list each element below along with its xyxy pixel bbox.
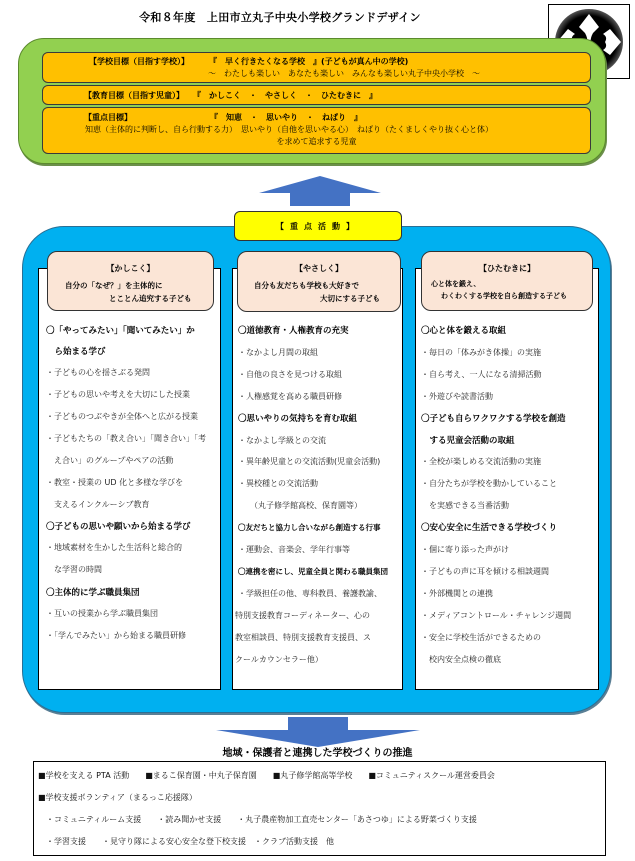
list-item: ・なかよし学級との交流 bbox=[238, 436, 326, 445]
up-arrow-icon bbox=[259, 176, 381, 206]
list-item: 〇友だちと協力し合いながら創造する行事 bbox=[238, 523, 381, 532]
list-item: 〇子どもの思いや願いから始まる学び bbox=[46, 522, 191, 532]
list-item: ・外遊びや読書活動 bbox=[421, 392, 493, 401]
community-line: ■学校支援ボランティア（まるっこ応援隊） bbox=[38, 793, 197, 802]
list-item: ・自分たちが学校を動かしていること bbox=[421, 479, 557, 488]
list-item: 校内安全点検の徹底 bbox=[421, 655, 501, 664]
list-item: ・子どもの思いや考えを大切にした授業 bbox=[46, 390, 190, 399]
list-item: 〇心と体を鍛える取組 bbox=[421, 326, 507, 336]
list-item: （丸子修学館高校、保育園等） bbox=[238, 501, 362, 510]
community-title: 地域・保護者と連携した学校づくりの推進 bbox=[222, 748, 413, 759]
list-item: ・全校が楽しめる交流活動の実施 bbox=[421, 457, 541, 466]
education-goal-box bbox=[42, 85, 591, 105]
column-subtitle: 自分の「なぜ？」を主体的に bbox=[65, 281, 163, 290]
column-subtitle: 大切にする子ども bbox=[320, 294, 380, 303]
column-subtitle: わくわくする学校を自ら創造する子ども bbox=[441, 292, 567, 300]
priority-goal-main: 『 知恵 ・ 思いやり ・ ねばり 』 bbox=[210, 113, 362, 122]
list-item: ・毎日の「体みがき体操」の実施 bbox=[421, 348, 541, 357]
list-item: を実感できる当番活動 bbox=[421, 501, 509, 510]
list-item: ・自他の良さを見つける取組 bbox=[238, 370, 342, 379]
page-title: 令和８年度 上田市立丸子中央小学校グランドデザイン bbox=[139, 11, 421, 24]
column-subtitle: 心と体を鍛え、 bbox=[431, 280, 481, 288]
list-item: 〇主体的に学ぶ職員集団 bbox=[46, 588, 140, 598]
column-title: 【やさしく】 bbox=[295, 264, 343, 273]
list-item: ・安全に学校生活ができるための bbox=[421, 633, 541, 642]
list-item: ・異年齢児童との交流活動(児童会活動) bbox=[238, 457, 381, 466]
list-item: ・運動会、音楽会、学年行事等 bbox=[238, 545, 350, 554]
list-item: ・外部機関との連携 bbox=[421, 589, 493, 598]
column-header-yasashiku bbox=[237, 251, 401, 312]
list-item: 〇道徳教育・人権教育の充実 bbox=[238, 326, 349, 336]
list-item: 〇安心安全に生活できる学校づくり bbox=[421, 523, 558, 533]
column-hitamukini bbox=[415, 268, 599, 690]
list-item: する児童会活動の取組 bbox=[421, 436, 515, 446]
list-item: ・子どもの心を揺さぶる発問 bbox=[46, 368, 150, 377]
down-arrow-icon bbox=[216, 717, 420, 747]
list-item: ・子どもたちの「教え合い」「聞き合い」「考 bbox=[46, 434, 206, 443]
list-item: 〇思いやりの気持ちを育む取組 bbox=[238, 414, 358, 424]
list-item: ・個に寄り添った声がけ bbox=[421, 545, 509, 554]
list-item: ・地域素材を生かした生活科と総合的 bbox=[46, 543, 182, 552]
list-item: 〇連携を密にし、児童全員と関わる職員集団 bbox=[238, 567, 388, 576]
column-yasashiku bbox=[232, 268, 403, 690]
list-item: 教室相談員、特別支援教育支援員、ス bbox=[235, 633, 371, 642]
list-item: ・「学んでみたい」から始まる職員研修 bbox=[46, 631, 186, 640]
column-header-hitamukini bbox=[421, 251, 593, 311]
list-item: ・教室・授業の UD 化と多様な学びを bbox=[46, 478, 184, 487]
priority-goal-detail: 知恵（主体的に判断し、自ら行動する力） 思いやり（自他を思いやる心） ねばり（たくましくやり抜く心と体） bbox=[85, 125, 493, 134]
list-item: え合い」のグループやペアの活動 bbox=[46, 456, 174, 465]
list-item: な学習の時間 bbox=[46, 565, 102, 574]
list-item: 特別支援教育コーディネーター、心の bbox=[235, 611, 371, 620]
list-item: ・互いの授業から学ぶ職員集団 bbox=[46, 609, 158, 618]
column-kashikoku bbox=[38, 268, 221, 690]
list-item: ・子どものつぶやきが全体へと広がる授業 bbox=[46, 412, 198, 421]
school-goal-label: 【学校目標（目指す学校）】 bbox=[89, 57, 189, 66]
list-item: 〇「やってみたい」「聞いてみたい」か bbox=[46, 326, 195, 336]
goals-panel bbox=[18, 38, 606, 164]
community-line: ・学習支援 ・見守り隊による安心安全な登下校支援 ・クラブ活動支援 他 bbox=[38, 837, 334, 846]
community-box bbox=[33, 761, 606, 856]
school-goal-box bbox=[42, 52, 591, 83]
column-title: 【かしこく】 bbox=[106, 264, 155, 273]
list-item: ・学級担任の他、専科教員、養護教諭、 bbox=[238, 589, 382, 598]
column-header-kashikoku bbox=[47, 251, 214, 311]
list-item: ・なかよし月間の取組 bbox=[238, 348, 318, 357]
key-activities-label: 【重点活動】 bbox=[234, 211, 402, 241]
column-title: 【ひたむきに】 bbox=[479, 264, 535, 273]
list-item: クールカウンセラー他） bbox=[235, 655, 323, 664]
education-goal-main: 『 かしこく ・ やさしく ・ ひたむきに 』 bbox=[193, 91, 377, 100]
education-goal-label: 【教育目標（目指す児童）】 bbox=[84, 91, 184, 100]
column-subtitle: 自分も友だちも学校も大好きで bbox=[254, 281, 359, 290]
school-goal-main: 『 早く行きたくなる学校 』(子どもが真ん中の学校) bbox=[209, 57, 409, 66]
school-goal-sub: ～ わたしも楽しい あなたも楽しい みんなも楽しい丸子中央小学校 ～ bbox=[208, 69, 480, 78]
priority-goal-label: 【重点目標】 bbox=[84, 113, 132, 122]
list-item: ・自ら考え、一人になる清掃活動 bbox=[421, 370, 542, 379]
community-line: ■学校を支える PTA 活動 ■まるこ保育園・中丸子保育園 ■丸子修学館高等学校 ■コミュニティスクール運営委員会 bbox=[38, 771, 495, 780]
list-item: ・人権感覚を高める職員研修 bbox=[238, 392, 342, 401]
list-item: 支えるインクルーシブ教育 bbox=[46, 500, 150, 509]
priority-goal-closing: を求めて追求する児童 bbox=[276, 137, 357, 146]
list-item: ・異校種との交流活動 bbox=[238, 479, 318, 488]
community-line: ・コミュニティルーム支援 ・読み聞かせ支援 ・丸子農産物加工直売センター「あさつゆ」による野菜づくり支援 bbox=[38, 815, 477, 824]
list-item: ・メディアコントロール・チャレンジ週間 bbox=[421, 611, 572, 620]
priority-goal-box bbox=[42, 107, 591, 154]
list-item: 〇子ども自らワクワクする学校を創造 bbox=[421, 414, 566, 424]
list-item: ら始まる学び bbox=[46, 347, 106, 357]
list-item: ・子どもの声に耳を傾ける相談週間 bbox=[421, 567, 549, 576]
column-subtitle: とことん追究する子ども bbox=[109, 294, 192, 303]
